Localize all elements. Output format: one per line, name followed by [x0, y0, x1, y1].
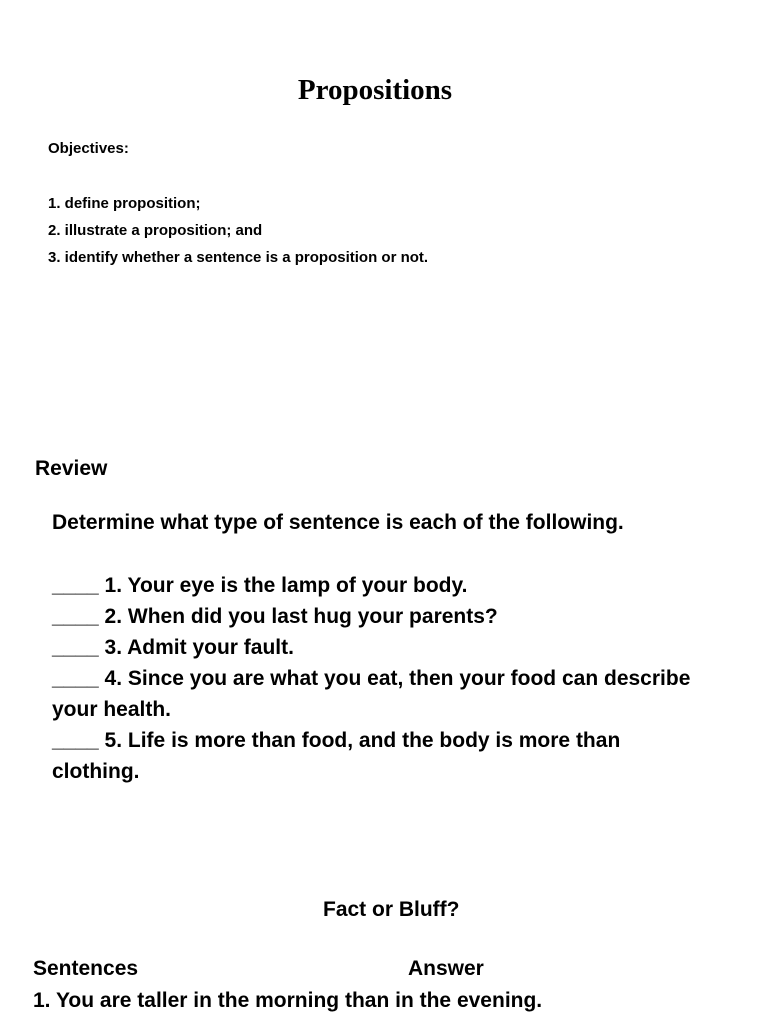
review-items	[52, 570, 692, 787]
review-item: ____ 1. Your eye is the lamp of your body.	[52, 574, 468, 597]
review-instruction: Determine what type of sentence is each of the following.	[52, 511, 624, 534]
page-title: Propositions	[297, 74, 453, 106]
review-item: ____ 4. Since you are what you eat, then your food can describe your health.	[52, 667, 691, 721]
fact-or-bluff-items	[33, 988, 542, 1014]
objectives-heading: Objectives:	[48, 140, 129, 157]
sentences-column-header: Sentences	[33, 957, 139, 980]
fact-or-bluff-item: 1. You are taller in the morning than in the evening.	[33, 989, 543, 1012]
review-item: ____ 5. Life is more than food, and the body is more than clothing.	[52, 729, 621, 783]
review-heading: Review	[35, 457, 108, 480]
fact-or-bluff-heading: Fact or Bluff?	[323, 898, 460, 921]
objective-item: 3. identify whether a sentence is a proposition or not.	[48, 249, 429, 266]
review-item: ____ 2. When did you last hug your parents?	[52, 605, 498, 628]
objective-item: 2. illustrate a proposition; and	[48, 222, 263, 239]
answer-column-header: Answer	[408, 957, 484, 980]
review-item: ____ 3. Admit your fault.	[52, 636, 294, 659]
objective-item: 1. define proposition;	[48, 195, 201, 212]
